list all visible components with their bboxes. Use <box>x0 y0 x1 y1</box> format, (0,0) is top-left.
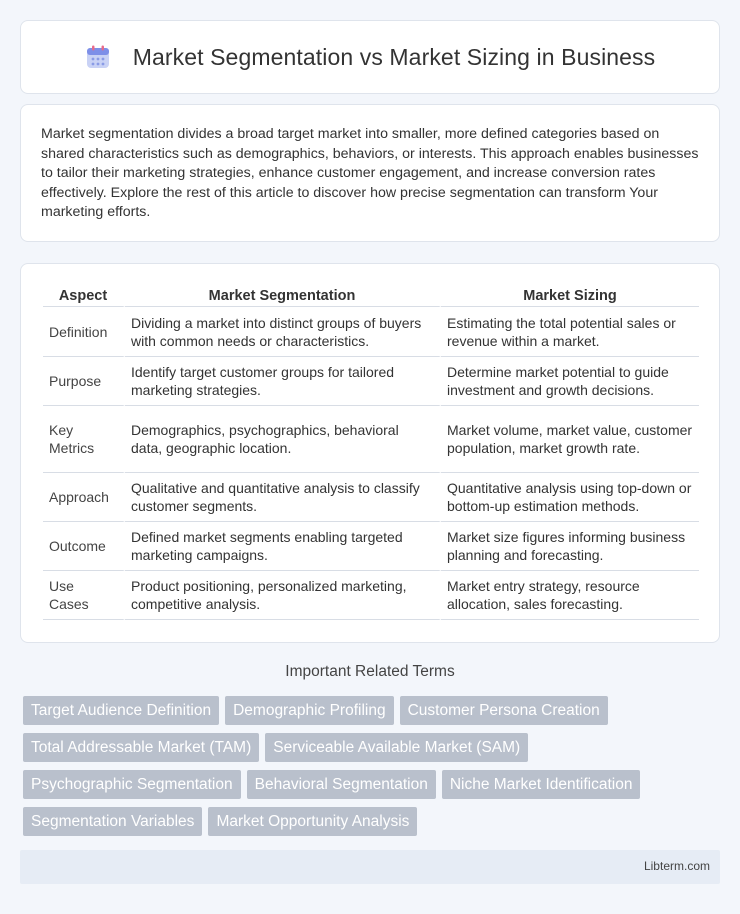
table-row <box>43 473 699 522</box>
related-term-tag[interactable]: Demographic Profiling <box>225 696 394 725</box>
segmentation-cell: Qualitative and quantitative analysis to classify customer segments. <box>125 473 441 522</box>
related-term-tag[interactable]: Serviceable Available Market (SAM) <box>265 733 528 762</box>
table-header-row <box>43 284 699 307</box>
table-row <box>43 406 699 473</box>
page-title: Market Segmentation vs Market Sizing in Business <box>132 43 656 70</box>
related-terms-list <box>23 696 723 844</box>
related-term-tag[interactable]: Market Opportunity Analysis <box>208 807 417 836</box>
table-row <box>43 571 699 620</box>
aspect-cell: Definition <box>43 307 125 357</box>
segmentation-cell: Demographics, psychographics, behavioral data, geographic location. <box>125 406 441 473</box>
related-term-tag[interactable]: Customer Persona Creation <box>400 696 608 725</box>
sizing-cell: Market entry strategy, resource allocation, sales forecasting. <box>441 571 699 620</box>
segmentation-cell: Dividing a market into distinct groups of buyers with common needs or characteristics. <box>125 307 441 357</box>
aspect-cell: Use Cases <box>43 571 125 620</box>
sizing-cell: Quantitative analysis using top-down or bottom-up estimation methods. <box>441 473 699 522</box>
aspect-cell: Approach <box>43 473 125 522</box>
related-term-tag[interactable]: Target Audience Definition <box>23 696 219 725</box>
sizing-cell: Market volume, market value, customer population, market growth rate. <box>441 406 699 473</box>
segmentation-cell: Identify target customer groups for tailored marketing strategies. <box>125 357 441 406</box>
footer-site-link[interactable]: Libterm.com <box>643 859 710 873</box>
table-row <box>43 522 699 571</box>
related-term-tag[interactable]: Total Addressable Market (TAM) <box>23 733 259 762</box>
aspect-cell: Outcome <box>43 522 125 571</box>
intro-paragraph: Market segmentation divides a broad target market into smaller, more defined categories based on shared characteristics such as demographics, behaviors, or interests. This approach enables businesses to tailor their marketing strategies, enhance customer engagement, and increase conversion rates effectively. Explore the rest of this article to discover how precise segmentation can transform Your marketing efforts. <box>41 126 699 221</box>
footer <box>20 850 720 884</box>
calendar-icon <box>85 44 111 70</box>
aspect-cell: Key Metrics <box>43 406 125 473</box>
sizing-cell: Estimating the total potential sales or revenue within a market. <box>441 307 699 357</box>
segmentation-cell: Product positioning, personalized marketing, competitive analysis. <box>125 571 441 620</box>
column-header-sizing: Market Sizing <box>441 284 699 307</box>
related-terms-title: Important Related Terms <box>285 663 455 680</box>
segmentation-cell: Defined market segments enabling targeted marketing campaigns. <box>125 522 441 571</box>
aspect-cell: Purpose <box>43 357 125 406</box>
sizing-cell: Market size figures informing business planning and forecasting. <box>441 522 699 571</box>
related-term-tag[interactable]: Niche Market Identification <box>442 770 641 799</box>
related-term-tag[interactable]: Psychographic Segmentation <box>23 770 241 799</box>
related-term-tag[interactable]: Segmentation Variables <box>23 807 202 836</box>
header-card <box>20 20 720 94</box>
related-term-tag[interactable]: Behavioral Segmentation <box>247 770 436 799</box>
sizing-cell: Determine market potential to guide investment and growth decisions. <box>441 357 699 406</box>
table-row <box>43 307 699 357</box>
column-header-aspect: Aspect <box>43 284 125 307</box>
table-row <box>43 357 699 406</box>
comparison-table-card <box>20 263 720 643</box>
intro-card <box>20 104 720 242</box>
comparison-table <box>43 284 699 620</box>
column-header-segmentation: Market Segmentation <box>125 284 441 307</box>
